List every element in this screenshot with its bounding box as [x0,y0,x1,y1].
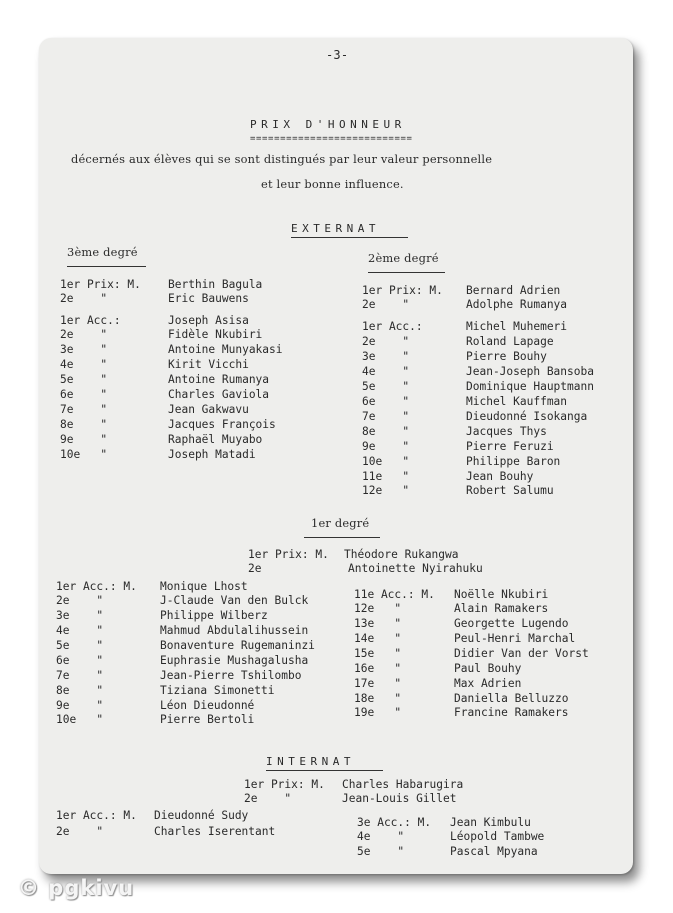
list-item [56,624,336,638]
list-item [56,580,336,594]
student-name: Michel Muhemeri [466,320,568,333]
student-name: Monique Lhost [160,580,248,593]
rank-label: 4e " [56,624,104,637]
student-name: Max Adrien [454,677,522,690]
list-item [354,647,634,661]
list-item [357,830,637,844]
internat-prix1-label: 1er Prix: M. [244,778,325,791]
list-item [56,639,336,653]
intro-line-1: décernés aux élèves qui se sont distingués par leur valeur personnelle [71,152,493,166]
list-item [362,470,642,484]
student-name: Jacques François [168,418,276,431]
list-item [56,654,336,668]
student-name: Alain Ramakers [454,602,549,615]
list-item [354,692,634,706]
rank-label: 11e " [362,470,410,483]
student-name: Charles Gaviola [168,388,270,401]
rank-label: 8e " [56,684,104,697]
internat-underline [266,770,383,771]
rank-label: 4e " [362,365,410,378]
list-item [357,845,637,859]
list-item [354,662,634,676]
list-item [60,358,340,372]
rank-label: 2e " [362,298,410,311]
student-name: Bernard Adrien [466,284,561,297]
list-item [60,403,340,417]
rank-label: 2e " [56,825,104,838]
title-double-rule: =========================== [250,134,413,144]
list-item [56,684,336,698]
student-name: Dominique Hauptmann [466,380,594,393]
internat-heading: INTERNAT [266,755,355,768]
student-name: Roland Lapage [466,335,554,348]
student-name: Peul-Henri Marchal [454,632,576,645]
rank-label: 4e " [60,358,108,371]
list-item [60,373,340,387]
student-name: J-Claude Van den Bulck [160,594,309,607]
list-item [60,418,340,432]
internat-prix1 [244,778,564,792]
deg2-title: 2ème degré [368,251,439,265]
deg1-title: 1er degré [311,516,370,530]
list-item [56,713,336,727]
student-name: Pierre Feruzi [466,440,554,453]
rank-label: 10e " [362,455,410,468]
rank-label: 2e " [60,328,108,341]
list-item [362,284,642,298]
externat-underline [291,237,408,238]
rank-label: 1er Acc.: [362,320,423,333]
rank-label: 10e " [56,713,104,726]
externat-heading: EXTERNAT [291,222,380,235]
student-name: Jean Gakwavu [168,403,249,416]
list-item [362,350,642,364]
rank-label: 12e " [354,602,402,615]
internat-prix2-name: Jean-Louis Gillet [342,792,457,805]
rank-label: 1er Acc.: M. [56,580,137,593]
list-item [362,395,642,409]
list-item [56,699,336,713]
rank-label: 2e " [362,335,410,348]
student-name: Pierre Bertoli [160,713,255,726]
list-item [60,314,340,328]
student-name: Jean-Pierre Tshilombo [160,669,302,682]
rank-label: 16e " [354,662,402,675]
student-name: Jean-Joseph Bansoba [466,365,594,378]
rank-label: 18e " [354,692,402,705]
student-name: Pierre Bouhy [466,350,547,363]
rank-label: 3e " [60,343,108,356]
list-item [354,588,634,602]
list-item [362,380,642,394]
deg3-title: 3ème degré [67,245,138,259]
deg1-prix1 [248,548,568,562]
student-name: Tiziana Simonetti [160,684,275,697]
list-item [362,335,642,349]
student-name: Fidèle Nkubiri [168,328,263,341]
list-item [56,609,336,623]
student-name: Dieudonné Sudy [154,809,249,822]
rank-label: 1er Prix: M. [60,278,141,291]
rank-label: 17e " [354,677,402,690]
rank-label: 9e " [56,699,104,712]
list-item [362,298,642,312]
list-item [354,706,634,720]
student-name: Eric Bauwens [168,292,249,305]
internat-prix2 [244,792,564,806]
rank-label: 8e " [60,418,108,431]
student-name: Pascal Mpyana [450,845,538,858]
rank-label: 5e " [60,373,108,386]
rank-label: 4e " [357,830,405,843]
student-name: Raphaël Muyabo [168,433,263,446]
rank-label: 12e " [362,484,410,497]
student-name: Jacques Thys [466,425,547,438]
list-item [354,617,634,631]
rank-label: 11e Acc.: M. [354,588,435,601]
internat-prix2-label: 2e " [244,792,292,805]
rank-label: 6e " [60,388,108,401]
rank-label: 3e Acc.: M. [357,816,432,829]
list-item [362,425,642,439]
student-name: Charles Iserentant [154,825,276,838]
deg2-underline [368,272,445,273]
list-item [362,484,642,498]
rank-label: 15e " [354,647,402,660]
student-name: Mahmud Abdulalihussein [160,624,309,637]
list-item [56,669,336,683]
deg1-prix2-label: 2e [248,562,262,575]
document-title: PRIX D'HONNEUR [250,118,406,131]
rank-label: 10e " [60,448,108,461]
student-name: Berthin Bagula [168,278,263,291]
student-name: Robert Salumu [466,484,554,497]
list-item [362,440,642,454]
list-item [362,365,642,379]
student-name: Philippe Wilberz [160,609,268,622]
list-item [357,816,637,830]
deg1-prix1-name: Théodore Rukangwa [344,548,459,561]
rank-label: 5e " [357,845,405,858]
list-item [60,448,340,462]
rank-label: 2e " [60,292,108,305]
rank-label: 5e " [362,380,410,393]
student-name: Michel Kauffman [466,395,568,408]
student-name: Jean Bouhy [466,470,534,483]
student-name: Joseph Asisa [168,314,249,327]
intro-line-2: et leur bonne influence. [261,177,404,191]
rank-label: 1er Prix: M. [362,284,443,297]
deg3-underline [67,266,146,267]
list-item [60,292,340,306]
list-item [354,602,634,616]
rank-label: 7e " [56,669,104,682]
internat-prix1-name: Charles Habarugira [342,778,464,791]
rank-label: 7e " [362,410,410,423]
deg1-prix1-label: 1er Prix: M. [248,548,329,561]
rank-label: 9e " [60,433,108,446]
student-name: Philippe Baron [466,455,561,468]
student-name: Georgette Lugendo [454,617,569,630]
rank-label: 19e " [354,706,402,719]
student-name: Joseph Matadi [168,448,256,461]
rank-label: 9e " [362,440,410,453]
student-name: Kirit Vicchi [168,358,249,371]
rank-label: 3e " [362,350,410,363]
list-item [56,594,336,608]
deg1-prix2-name: Antoinette Nyirahuku [348,562,483,575]
student-name: Paul Bouhy [454,662,522,675]
student-name: Euphrasie Mushagalusha [160,654,309,667]
student-name: Daniella Belluzzo [454,692,569,705]
student-name: Léon Dieudonné [160,699,255,712]
student-name: Didier Van der Vorst [454,647,589,660]
rank-label: 13e " [354,617,402,630]
list-item [60,433,340,447]
rank-label: 7e " [60,403,108,416]
student-name: Dieudonné Isokanga [466,410,588,423]
list-item [354,677,634,691]
rank-label: 2e " [56,594,104,607]
list-item [60,388,340,402]
deg1-underline [304,537,380,538]
rank-label: 14e " [354,632,402,645]
watermark: © pgkivu [18,876,135,900]
student-name: Antoine Rumanya [168,373,270,386]
page-number: -3- [326,48,349,62]
student-name: Bonaventure Rugemaninzi [160,639,315,652]
list-item [362,320,642,334]
rank-label: 5e " [56,639,104,652]
rank-label: 1er Acc.: M. [56,809,137,822]
student-name: Léopold Tambwe [450,830,545,843]
list-item [60,278,340,292]
rank-label: 3e " [56,609,104,622]
list-item [362,410,642,424]
rank-label: 6e " [56,654,104,667]
list-item [56,809,336,823]
student-name: Antoine Munyakasi [168,343,283,356]
list-item [354,632,634,646]
student-name: Adolphe Rumanya [466,298,568,311]
rank-label: 6e " [362,395,410,408]
list-item [60,328,340,342]
student-name: Jean Kimbulu [450,816,531,829]
student-name: Noëlle Nkubiri [454,588,549,601]
rank-label: 8e " [362,425,410,438]
rank-label: 1er Acc.: [60,314,121,327]
student-name: Francine Ramakers [454,706,569,719]
deg1-prix2 [248,562,568,576]
list-item [56,825,336,839]
list-item [362,455,642,469]
list-item [60,343,340,357]
